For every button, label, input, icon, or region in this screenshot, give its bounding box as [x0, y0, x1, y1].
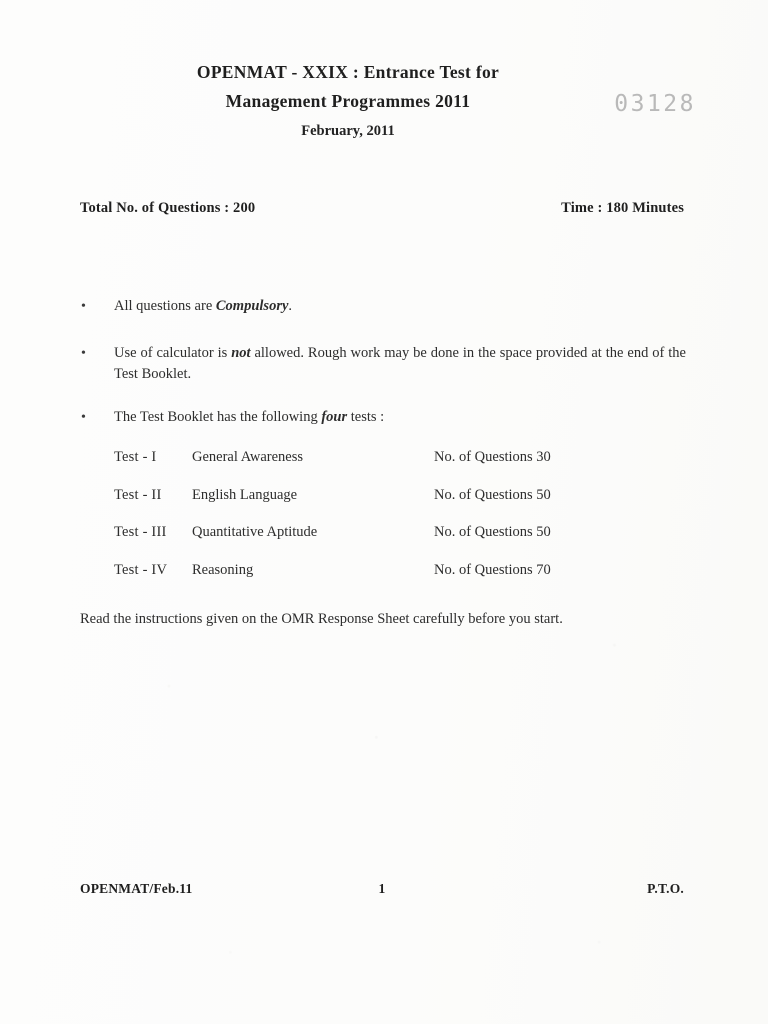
test-question-count: No. of Questions 50	[434, 486, 551, 503]
document-header	[0, 58, 768, 144]
test-name: English Language	[192, 486, 298, 503]
instruction-text-suffix: tests :	[347, 409, 385, 425]
omr-instruction-note: Read the instructions given on the OMR Response Sheet carefully before you start.	[80, 611, 563, 627]
instruction-item-test-booklet	[80, 407, 686, 428]
test-name: Reasoning	[192, 561, 254, 578]
footer-booklet-code: OPENMAT/Feb.11	[80, 881, 193, 896]
test-question-count: No. of Questions 50	[434, 524, 551, 540]
instruction-item-calculator	[80, 343, 686, 385]
footer-pto-label: P.T.O.	[647, 881, 684, 896]
instruction-text-suffix: allowed. Rough work may be done in the space provided at the end of the Test Booklet.	[114, 345, 686, 382]
instruction-text-prefix: All questions are	[114, 298, 216, 314]
table-row	[114, 524, 686, 562]
exam-date: February, 2011	[301, 123, 395, 139]
test-label: Test - I	[114, 449, 157, 465]
bullet-icon: •	[81, 346, 86, 361]
exam-title-line-2: Management Programmes 2011	[225, 91, 471, 111]
booklet-stamp-number: 03128	[614, 91, 696, 117]
footer-page-number: 1	[378, 881, 386, 896]
instruction-text-suffix: .	[288, 298, 293, 314]
title-block	[88, 58, 608, 144]
test-name: Quantitative Aptitude	[192, 524, 318, 540]
instruction-text-prefix: The Test Booklet has the following	[114, 409, 322, 425]
bullet-icon: •	[81, 410, 86, 425]
tests-table	[80, 449, 686, 599]
total-questions-label: Total No. of Questions : 200	[80, 200, 256, 216]
table-row	[114, 562, 686, 600]
instruction-emphasis: four	[321, 409, 348, 425]
test-label: Test - III	[114, 524, 167, 540]
bullet-icon: •	[81, 299, 86, 314]
test-label: Test - IV	[114, 561, 168, 578]
instructions-list	[80, 296, 686, 599]
instruction-emphasis: Compulsory	[215, 298, 289, 314]
test-name: General Awareness	[192, 449, 303, 465]
instruction-emphasis: not	[231, 345, 251, 361]
table-row	[114, 487, 686, 525]
exam-meta-row	[80, 200, 684, 217]
test-label: Test - II	[114, 486, 162, 503]
instruction-text-prefix: Use of calculator is	[114, 345, 232, 361]
exam-title-line-1: OPENMAT - XXIX : Entrance Test for	[196, 62, 500, 82]
test-question-count: No. of Questions 70	[434, 561, 551, 578]
time-allowed-label: Time : 180 Minutes	[561, 200, 684, 216]
instruction-item-compulsory	[80, 296, 686, 317]
test-question-count: No. of Questions 30	[434, 449, 551, 465]
document-footer	[80, 881, 684, 897]
table-row	[114, 449, 686, 487]
